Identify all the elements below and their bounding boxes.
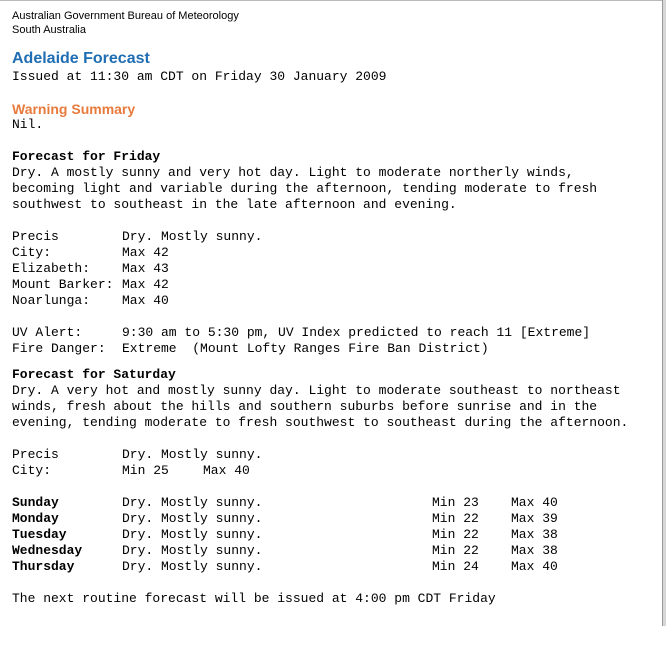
- outlook-row: [12, 495, 657, 511]
- location-label: Elizabeth:: [12, 261, 91, 276]
- warning-summary-heading: Warning Summary: [12, 101, 136, 117]
- friday-location-row: [12, 261, 657, 277]
- location-label: Precis: [12, 229, 59, 244]
- location-label: Noarlunga:: [12, 293, 91, 308]
- outlook-max: Max 38: [511, 527, 558, 542]
- outlook-min: Min 22: [432, 527, 479, 542]
- outlook-min: Min 23: [432, 495, 479, 510]
- uv-alert-value: 9:30 am to 5:30 pm, UV Index predicted to reach 11 [Extreme]: [122, 325, 591, 340]
- location-value: Max 43: [122, 261, 169, 276]
- friday-location-row: [12, 229, 657, 245]
- friday-text-line: becoming light and variable during the afternoon, tending moderate to fresh: [12, 181, 598, 196]
- saturday-heading: Forecast for Saturday: [12, 367, 176, 382]
- location-value: Max 40: [122, 293, 169, 308]
- outlook-row: [12, 511, 657, 527]
- agency-name: Australian Government Bureau of Meteorology: [12, 10, 239, 22]
- saturday-text-line: winds, fresh about the hills and southern suburbs before sunrise and in the: [12, 399, 598, 414]
- outlook-precis: Dry. Mostly sunny.: [122, 495, 263, 510]
- outlook-min: Min 24: [432, 559, 479, 574]
- outlook-min: Min 22: [432, 511, 479, 526]
- region-name: South Australia: [12, 24, 86, 36]
- saturday-city-row: [12, 463, 657, 479]
- city-min-temp: Min 25: [122, 463, 169, 478]
- fire-danger-label: Fire Danger:: [12, 341, 106, 356]
- friday-location-row: [12, 277, 657, 293]
- uv-alert-row: [12, 325, 657, 341]
- saturday-text-line: Dry. A very hot and mostly sunny day. Light to moderate southeast to northeast: [12, 383, 621, 398]
- next-forecast-note: The next routine forecast will be issued at 4:00 pm CDT Friday: [12, 591, 496, 606]
- location-label: City:: [12, 245, 52, 260]
- uv-alert-label: UV Alert:: [12, 325, 83, 340]
- precis-label: Precis: [12, 447, 59, 462]
- location-value: Max 42: [122, 245, 169, 260]
- outlook-day: Wednesday: [12, 543, 83, 558]
- fire-danger-value: Extreme (Mount Lofty Ranges Fire Ban District): [122, 341, 489, 356]
- city-label: City:: [12, 463, 52, 478]
- outlook-day: Tuesday: [12, 527, 67, 542]
- outlook-day: Sunday: [12, 495, 59, 510]
- friday-heading: Forecast for Friday: [12, 149, 161, 164]
- outlook-precis: Dry. Mostly sunny.: [122, 527, 263, 542]
- forecast-document: [12, 9, 657, 607]
- outlook-row: [12, 527, 657, 543]
- location-value: Dry. Mostly sunny.: [122, 229, 263, 244]
- outlook-row: [12, 559, 657, 575]
- outlook-row: [12, 543, 657, 559]
- vertical-scrollbar[interactable]: [662, 0, 666, 626]
- window-top-border: [0, 0, 666, 1]
- warning-summary-text: Nil.: [12, 117, 44, 132]
- outlook-max: Max 40: [511, 559, 558, 574]
- precis-value: Dry. Mostly sunny.: [122, 447, 263, 462]
- outlook-precis: Dry. Mostly sunny.: [122, 511, 263, 526]
- city-max-temp: Max 40: [203, 463, 250, 478]
- outlook-min: Min 22: [432, 543, 479, 558]
- friday-location-row: [12, 245, 657, 261]
- outlook-day: Thursday: [12, 559, 75, 574]
- saturday-precis-row: [12, 447, 657, 463]
- saturday-text-line: evening, tending moderate to fresh southwest to southeast during the afternoon.: [12, 415, 629, 430]
- outlook-max: Max 38: [511, 543, 558, 558]
- fire-danger-row: [12, 341, 657, 357]
- friday-text-line: southwest to southeast in the late afternoon and evening.: [12, 197, 457, 212]
- outlook-precis: Dry. Mostly sunny.: [122, 543, 263, 558]
- friday-location-row: [12, 293, 657, 309]
- location-value: Max 42: [122, 277, 169, 292]
- outlook-precis: Dry. Mostly sunny.: [122, 559, 263, 574]
- outlook-day: Monday: [12, 511, 59, 526]
- friday-text-line: Dry. A mostly sunny and very hot day. Light to moderate northerly winds,: [12, 165, 574, 180]
- outlook-max: Max 40: [511, 495, 558, 510]
- location-label: Mount Barker:: [12, 277, 114, 292]
- issued-time: Issued at 11:30 am CDT on Friday 30 January 2009: [12, 69, 387, 84]
- page-title: Adelaide Forecast: [12, 50, 150, 67]
- outlook-max: Max 39: [511, 511, 558, 526]
